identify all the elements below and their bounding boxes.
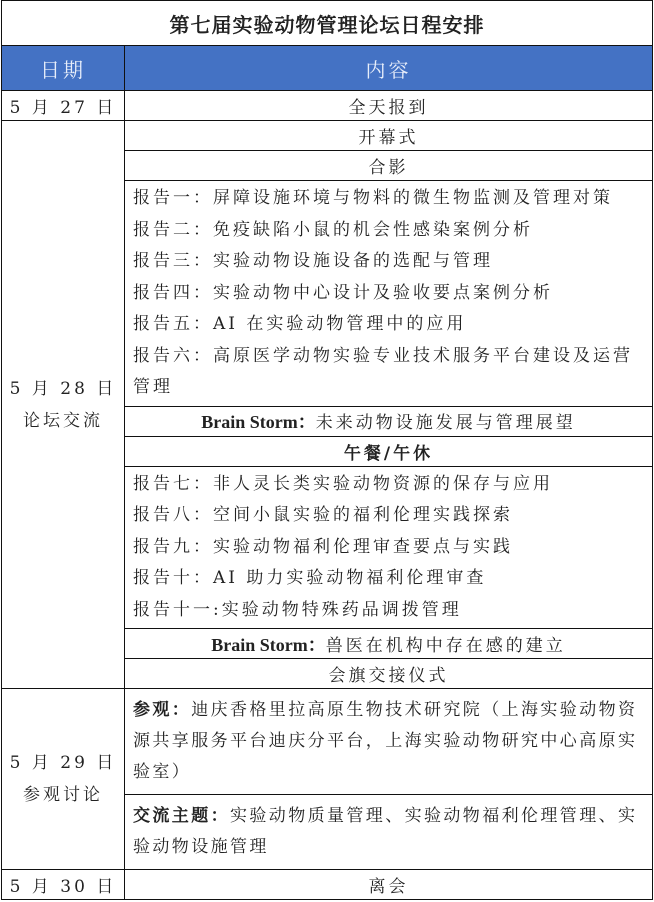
report-item: 报告八：空间小鼠实验的福利伦理实践探索 (133, 505, 513, 525)
day4-date: 5 月 30 日 (2, 870, 125, 900)
page-title: 第七届实验动物管理论坛日程安排 (2, 1, 653, 46)
report-item: 报告十：AI 助力实验动物福利伦理审查 (133, 568, 487, 588)
day3-date: 5 月 29 日 (9, 753, 117, 773)
discussion-topic (125, 795, 653, 870)
brainstorm-label: Brain Storm： (211, 634, 326, 655)
report-item: 报告一：屏障设施环境与物料的微生物监测及管理对策 (133, 188, 613, 208)
brainstorm-1 (125, 406, 653, 436)
report-item: 报告五：AI 在实验动物管理中的应用 (133, 314, 467, 334)
morning-reports (125, 181, 653, 407)
day1-content: 全天报到 (125, 91, 653, 121)
header-date: 日期 (2, 46, 125, 91)
report-item: 报告十一:实验动物特殊药品调拨管理 (133, 599, 462, 620)
brainstorm-text: 未来动物设施发展与管理展望 (315, 413, 576, 433)
report-item: 报告二：免疫缺陷小鼠的机会性感染案例分析 (133, 219, 533, 240)
brainstorm-label: Brain Storm： (201, 412, 316, 432)
topic-text: 实验动物质量管理、实验动物福利伦理管理、实验动物设施管理 (133, 806, 638, 857)
brainstorm-2 (125, 629, 653, 659)
visit-text: 迪庆香格里拉高原生物技术研究院（上海实验动物资源共享服务平台迪庆分平台，上海实验动物研究中心高原实验室） (133, 700, 638, 782)
report-item: 报告四：实验动物中心设计及验收要点案例分析 (133, 282, 553, 303)
group-photo: 合影 (125, 151, 653, 181)
opening: 开幕式 (125, 121, 653, 151)
day2-subtitle: 论坛交流 (23, 410, 103, 431)
report-item: 报告九：实验动物福利伦理审查要点与实践 (133, 536, 513, 557)
report-item: 报告七：非人灵长类实验动物资源的保存与应用 (133, 473, 553, 494)
topic-label: 交流主题： (133, 806, 230, 826)
day3-date-cell (2, 689, 125, 870)
report-item: 报告三：实验动物设施设备的选配与管理 (133, 251, 493, 271)
report-item: 报告六：高原医学动物实验专业技术服务平台建设及运营管理 (133, 345, 633, 397)
visit-label: 参观： (133, 700, 192, 720)
afternoon-reports (125, 466, 653, 629)
lunch: 午餐/午休 (125, 436, 653, 466)
visit (125, 689, 653, 795)
day2-date: 5 月 28 日 (9, 378, 117, 399)
header-content: 内容 (125, 46, 653, 91)
flag-ceremony: 会旗交接仪式 (125, 659, 653, 689)
schedule-table (1, 0, 653, 900)
day1-date: 5 月 27 日 (2, 91, 125, 121)
day4-content: 离会 (125, 870, 653, 900)
day2-date-cell (2, 121, 125, 689)
day3-subtitle: 参观讨论 (23, 785, 103, 805)
brainstorm-text: 兽医在机构中存在感的建立 (325, 635, 566, 656)
